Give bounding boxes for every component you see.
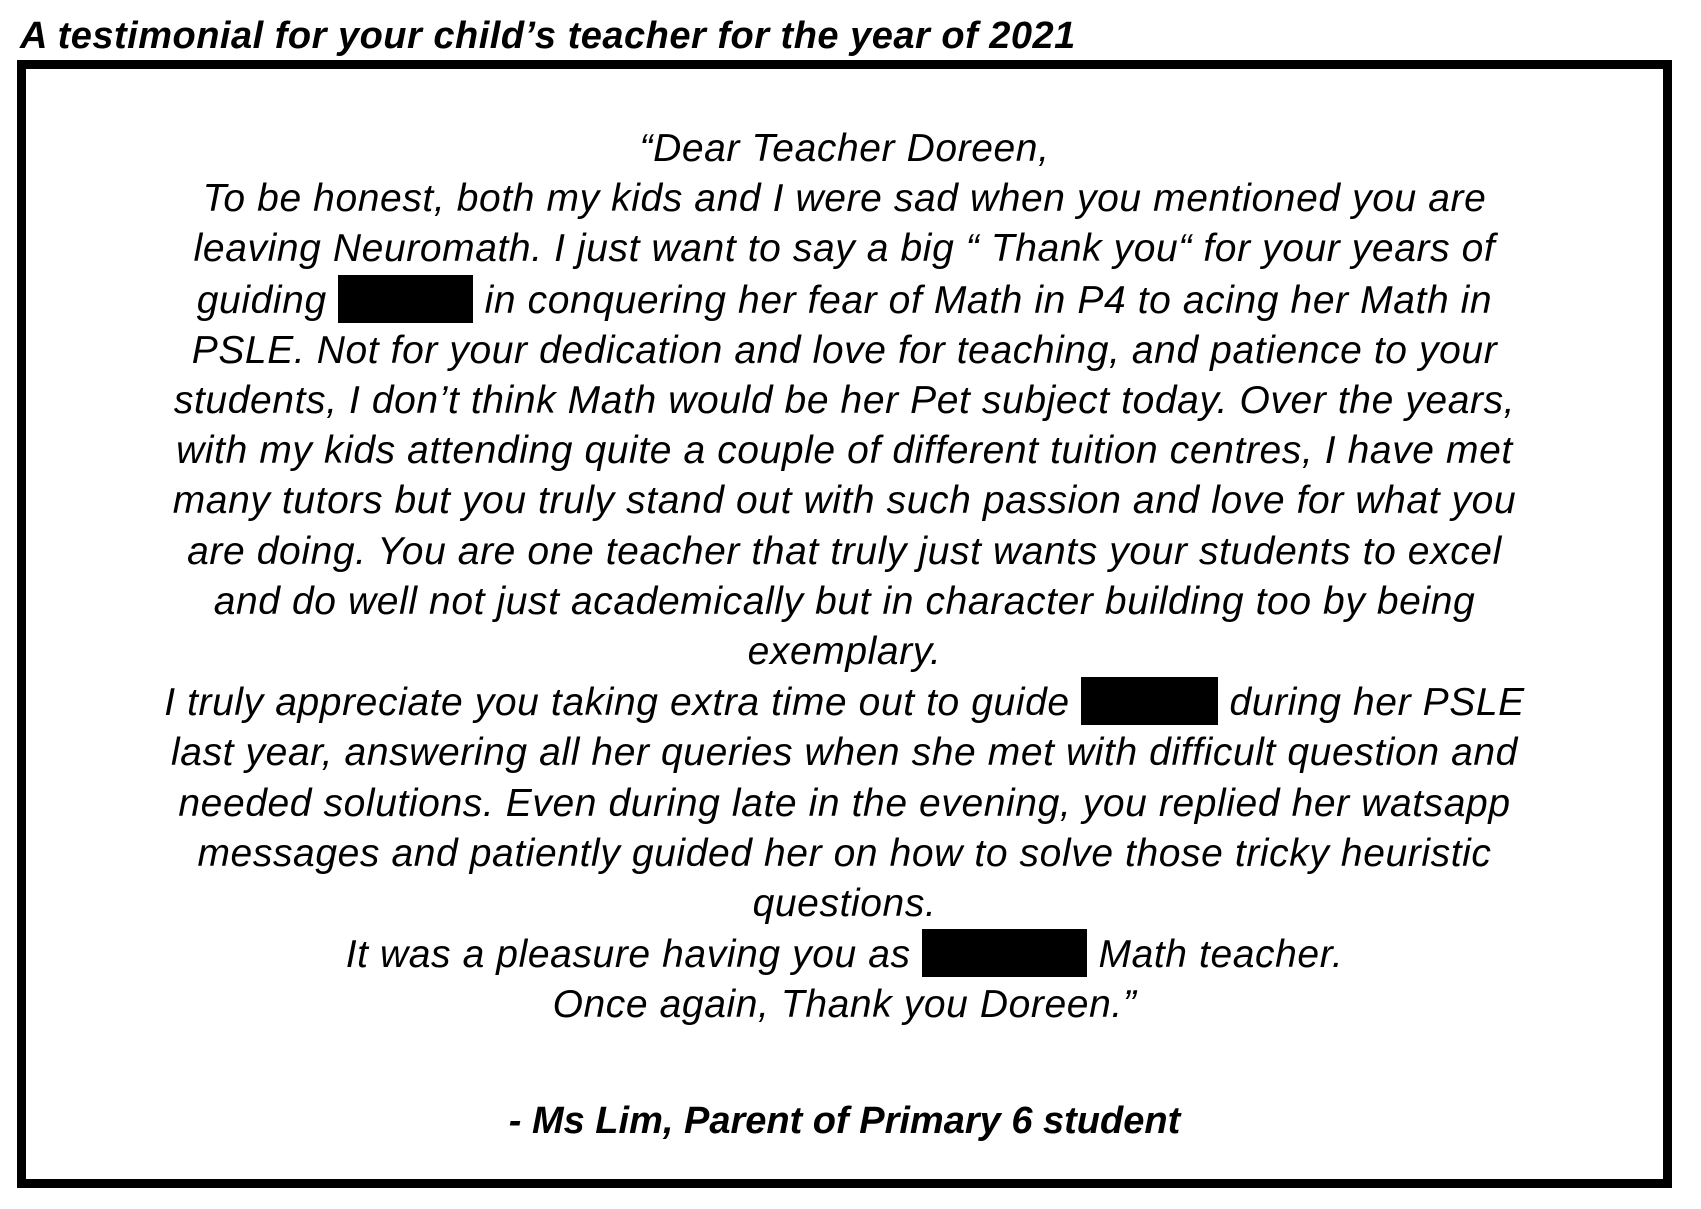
redacted-name-block (338, 275, 473, 323)
testimonial-line: many tutors but you truly stand out with such passion and love for what you (172, 479, 1517, 523)
testimonial-line: last year, answering all her queries when she met with difficult question and (171, 731, 1518, 775)
testimonial-line: with my kids attending quite a couple of different tuition centres, I have met (176, 429, 1513, 473)
line-text: Math teacher. (1087, 933, 1344, 977)
line-text: It was a pleasure having you as (345, 933, 923, 977)
testimonial-line: leaving Neuromath. I just want to say a big “ Thank you“ for your years of (193, 227, 1496, 271)
line-text: guiding (196, 278, 339, 322)
testimonial-line: exemplary. (747, 630, 942, 674)
testimonial-line: needed solutions. Even during late in the evening, you replied her watsapp (178, 781, 1511, 825)
redacted-name-block (1081, 677, 1218, 725)
redacted-name-block (922, 929, 1087, 977)
line-text: I truly appreciate you taking extra time out to guide (164, 681, 1082, 725)
signature: - Ms Lim, Parent of Primary 6 student (508, 1100, 1181, 1142)
testimonial-line: Once again, Thank you Doreen.” (552, 983, 1137, 1027)
line-text: in conquering her fear of Math in P4 to acing her Math in (473, 278, 1493, 322)
page-title: A testimonial for your child’s teacher for the year of 2021 (20, 15, 1076, 57)
testimonial-line (45, 929, 1645, 980)
testimonial-line: and do well not just academically but in character building too by being (213, 579, 1476, 623)
testimonial-body (45, 124, 1645, 1031)
testimonial-line: “Dear Teacher Doreen, (639, 127, 1050, 170)
testimonial-line: messages and patiently guided her on how to solve those tricky heuristic (197, 831, 1492, 875)
testimonial-line: PSLE. Not for your dedication and love for teaching, and patience to your (191, 328, 1498, 372)
testimonial-line: students, I don’t think Math would be her Pet subject today. Over the years, (173, 379, 1516, 423)
testimonial-line (45, 275, 1645, 326)
testimonial-line: questions. (752, 882, 937, 926)
testimonial-line (45, 677, 1645, 728)
line-text: during her PSLE (1218, 681, 1525, 725)
testimonial-line: are doing. You are one teacher that truly just wants your students to excel (187, 529, 1502, 573)
testimonial-box (17, 60, 1672, 1188)
testimonial-line: To be honest, both my kids and I were sad when you mentioned you are (202, 177, 1487, 221)
